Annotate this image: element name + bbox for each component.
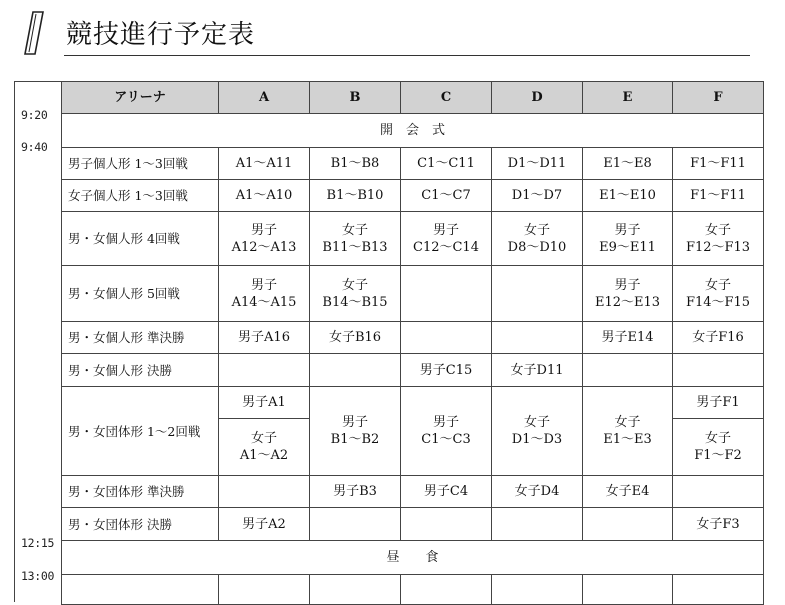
cell-line: E9〜E11 [599, 239, 656, 255]
cell-e [583, 266, 673, 322]
event-label: 男・女個人形 決勝 [62, 354, 219, 387]
cell-c: 男子C15 [401, 354, 492, 387]
cell-line: 女子 [523, 222, 550, 238]
cell-d [492, 575, 583, 605]
cell-f [673, 476, 764, 508]
cell-line: 女子 [250, 431, 277, 446]
page-title: 競技進行予定表 [66, 20, 256, 50]
table-row [62, 148, 764, 180]
cell-a [219, 354, 310, 387]
cell-line: B11〜B13 [322, 239, 388, 255]
cell-line: 女子 [704, 431, 731, 446]
cell-line: 女子 [614, 415, 641, 430]
cell-line: F1〜F2 [694, 448, 742, 463]
time-column [14, 81, 62, 602]
event-label: 男・女個人形 準決勝 [62, 322, 219, 354]
table-row [62, 266, 764, 322]
cell-line: 女子 [704, 222, 731, 238]
cell-a-bottom [219, 419, 310, 476]
cell-line: 女子 [523, 415, 550, 430]
cell-line: C12〜C14 [413, 239, 479, 255]
cell-b [310, 212, 401, 266]
cell-d: D1〜D11 [492, 148, 583, 180]
cell-line: 男子 [250, 222, 277, 238]
cell-c: C1〜C7 [401, 180, 492, 212]
cell-line: 女子 [341, 277, 368, 293]
time-920: 9:20 [21, 108, 48, 122]
cell-f [673, 354, 764, 387]
cell-c [401, 212, 492, 266]
event-label: 男・女個人形 5回戦 [62, 266, 219, 322]
cell-f: 女子F3 [673, 508, 764, 541]
header-b: B [310, 82, 401, 114]
cell-line: 男子 [341, 415, 368, 430]
cell-d [492, 212, 583, 266]
cell-a: A1〜A10 [219, 180, 310, 212]
cell-d [492, 508, 583, 541]
cell-a: 男子A2 [219, 508, 310, 541]
event-label [62, 575, 219, 605]
table-row-lunch [62, 541, 764, 575]
cell-b [310, 387, 401, 476]
cell-line: D1〜D3 [511, 432, 563, 447]
cell-e: E1〜E8 [583, 148, 673, 180]
header-row [62, 82, 764, 114]
table-row [62, 180, 764, 212]
time-940: 9:40 [21, 140, 48, 154]
cell-e [583, 212, 673, 266]
lunch-break: 昼 食 [62, 541, 764, 575]
table-row-partial [62, 575, 764, 605]
cell-d: 女子D11 [492, 354, 583, 387]
cell-a [219, 212, 310, 266]
cell-f: F1〜F11 [673, 148, 764, 180]
table-row [62, 476, 764, 508]
cell-c [401, 508, 492, 541]
cell-line: A12〜A13 [231, 239, 297, 255]
cell-a [219, 266, 310, 322]
cell-e [583, 387, 673, 476]
time-1215: 12:15 [21, 536, 55, 550]
cell-line: D8〜D10 [507, 239, 567, 255]
header-c: C [401, 82, 492, 114]
cell-line: 男子 [432, 222, 459, 238]
cell-f: 女子F16 [673, 322, 764, 354]
cell-b: B1〜B10 [310, 180, 401, 212]
cell-d [492, 266, 583, 322]
table-row [62, 212, 764, 266]
cell-e: E1〜E10 [583, 180, 673, 212]
cell-d [492, 387, 583, 476]
cell-c: 男子C4 [401, 476, 492, 508]
cell-f-top: 男子F1 [673, 387, 764, 419]
table-row [62, 508, 764, 541]
cell-c [401, 322, 492, 354]
cell-a: A1〜A11 [219, 148, 310, 180]
cell-e: 女子E4 [583, 476, 673, 508]
cell-line: F12〜F13 [685, 239, 751, 255]
cell-e [583, 508, 673, 541]
cell-line: E1〜E3 [603, 432, 652, 447]
cell-line: A1〜A2 [239, 448, 289, 463]
header-e: E [583, 82, 673, 114]
cell-c: C1〜C11 [401, 148, 492, 180]
cell-line: B14〜B15 [322, 294, 388, 310]
cell-f [673, 575, 764, 605]
event-label: 男・女団体形 1〜2回戦 [62, 387, 219, 476]
cell-line: 女子 [704, 277, 731, 293]
cell-a [219, 575, 310, 605]
header-f: F [673, 82, 764, 114]
cell-d: D1〜D7 [492, 180, 583, 212]
cell-line: C1〜C3 [421, 432, 471, 447]
cell-f: F1〜F11 [673, 180, 764, 212]
cell-f [673, 212, 764, 266]
event-label: 男・女団体形 決勝 [62, 508, 219, 541]
event-label: 男・女個人形 4回戦 [62, 212, 219, 266]
cell-b [310, 508, 401, 541]
time-1300: 13:00 [21, 569, 55, 583]
cell-b: 女子B16 [310, 322, 401, 354]
cell-a: 男子A16 [219, 322, 310, 354]
cell-b: B1〜B8 [310, 148, 401, 180]
cell-line: 男子 [614, 277, 641, 293]
cell-e [583, 354, 673, 387]
cell-b [310, 575, 401, 605]
cell-f-bottom [673, 419, 764, 476]
event-label: 女子個人形 1〜3回戦 [62, 180, 219, 212]
cell-d [492, 322, 583, 354]
opening-ceremony: 開 会 式 [62, 114, 764, 148]
cell-line: F14〜F15 [685, 294, 751, 310]
cell-c [401, 266, 492, 322]
cell-c [401, 575, 492, 605]
header-arena: アリーナ [62, 82, 219, 114]
cell-line: A14〜A15 [231, 294, 297, 310]
cell-a [219, 476, 310, 508]
table-row [62, 354, 764, 387]
cell-line: 男子 [614, 222, 641, 238]
cell-c [401, 387, 492, 476]
cell-b: 男子B3 [310, 476, 401, 508]
cell-line: 女子 [341, 222, 368, 238]
cell-e: 男子E14 [583, 322, 673, 354]
table-row-opening [62, 114, 764, 148]
title-slash-icon [24, 11, 44, 55]
header-a: A [219, 82, 310, 114]
cell-e [583, 575, 673, 605]
cell-line: B1〜B2 [330, 432, 380, 447]
header-d: D [492, 82, 583, 114]
cell-d: 女子D4 [492, 476, 583, 508]
title-underline [64, 55, 750, 56]
cell-line: E12〜E13 [594, 294, 661, 310]
table-row [62, 322, 764, 354]
event-label: 男・女団体形 準決勝 [62, 476, 219, 508]
schedule-table [61, 81, 764, 605]
event-label: 男子個人形 1〜3回戦 [62, 148, 219, 180]
cell-b [310, 266, 401, 322]
title-block [24, 8, 750, 56]
cell-f [673, 266, 764, 322]
table-row [62, 387, 764, 419]
cell-line: 男子 [432, 415, 459, 430]
cell-a-top: 男子A1 [219, 387, 310, 419]
cell-line: 男子 [250, 277, 277, 293]
cell-b [310, 354, 401, 387]
